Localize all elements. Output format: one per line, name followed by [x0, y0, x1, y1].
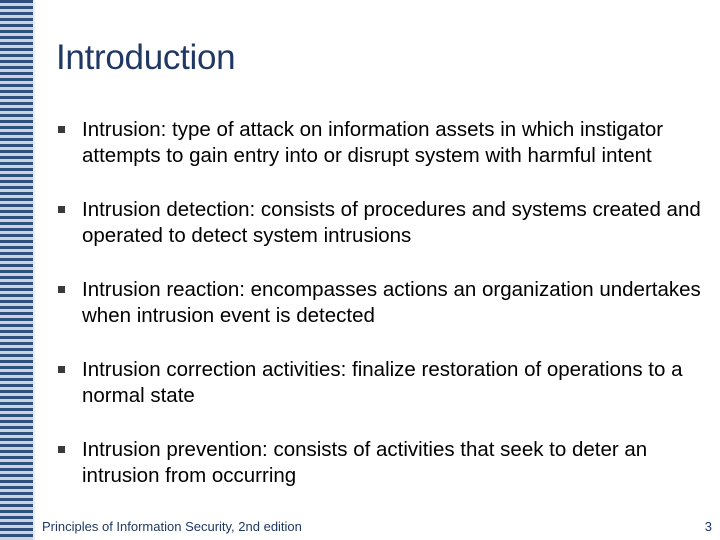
bullet-text: Intrusion correction activities: finalize restoration of operations to a normal state: [82, 358, 683, 407]
bullet-text: Intrusion reaction: encompasses actions an organization undertakes when intrusion event is detected: [82, 278, 701, 327]
bullet-list: [56, 117, 706, 517]
square-bullet-icon: [58, 446, 65, 453]
bullet-item: [56, 117, 706, 169]
square-bullet-icon: [58, 286, 65, 293]
square-bullet-icon: [58, 366, 65, 373]
square-bullet-icon: [58, 126, 65, 133]
bullet-text: Intrusion prevention: consists of activities that seek to deter an intrusion from occurring: [82, 438, 648, 487]
bullet-text: Intrusion detection: consists of procedures and systems created and operated to detect system intrusions: [82, 198, 701, 247]
bullet-item: [56, 437, 706, 489]
decorative-left-stripe: [0, 0, 33, 540]
footer-text: Principles of Information Security, 2nd edition: [42, 519, 302, 534]
page-number: 3: [704, 519, 712, 534]
stripe-edge: [33, 0, 35, 540]
bullet-item: [56, 197, 706, 249]
bullet-item: [56, 277, 706, 329]
bullet-text: Intrusion: type of attack on information assets in which instigator attempts to gain entry into or disrupt system with harmful intent: [82, 118, 664, 167]
bullet-item: [56, 357, 706, 409]
slide-title: Introduction: [56, 38, 236, 77]
square-bullet-icon: [58, 206, 65, 213]
